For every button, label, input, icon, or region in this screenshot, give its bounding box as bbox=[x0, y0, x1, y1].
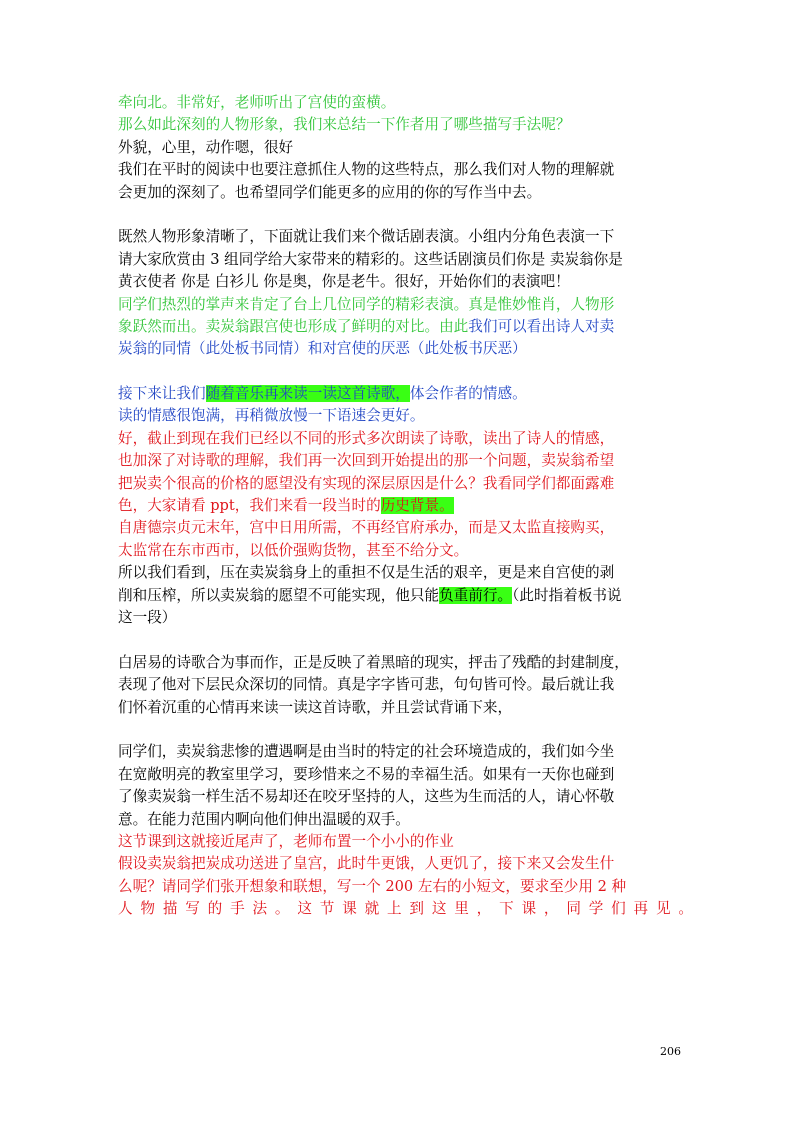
blank-line bbox=[118, 204, 693, 226]
text-segment: 好，截止到现在我们已经以不同的形式多次朗读了诗歌，读出了诗人的情感， bbox=[118, 429, 615, 447]
text-line bbox=[118, 316, 693, 338]
text-segment: 这一段） bbox=[118, 608, 177, 626]
text-segment: 接下来让我们 bbox=[118, 385, 206, 403]
text-line bbox=[118, 540, 693, 562]
text-line bbox=[118, 853, 693, 875]
document-body bbox=[118, 92, 693, 920]
text-line bbox=[118, 473, 693, 495]
text-line bbox=[118, 809, 693, 831]
text-segment: 我们可以看出诗人对卖 bbox=[468, 317, 615, 335]
text-segment: （此时指着板书说 bbox=[512, 586, 622, 604]
highlighted-text: 历史背景。 bbox=[380, 497, 454, 515]
text-line bbox=[118, 428, 693, 450]
text-segment: 假设卖炭翁把炭成功送进了皇宫，此时牛更饿，人更饥了，接下来又会发生什 bbox=[118, 855, 615, 873]
text-segment: 外貌，心里，动作嗯，很好 bbox=[118, 138, 294, 156]
text-line bbox=[118, 562, 693, 584]
text-line bbox=[118, 114, 693, 136]
text-line bbox=[118, 450, 693, 472]
text-line bbox=[118, 786, 693, 808]
blank-line bbox=[118, 719, 693, 741]
text-segment: 象跃然而出。卖炭翁跟宫使也形成了鲜明的对比。由此 bbox=[118, 317, 469, 335]
text-segment: 既然人物形象清晰了，下面就让我们来个微话剧表演。小组内分角色表演一下 bbox=[118, 228, 615, 246]
text-segment: 同学们热烈的掌声来肯定了台上几位同学的精彩表演。真是惟妙惟肖，人物形 bbox=[118, 295, 615, 313]
text-segment: 那么如此深刻的人物形象，我们来总结一下作者用了哪些描写手法呢？ bbox=[118, 116, 571, 134]
text-line bbox=[118, 226, 693, 248]
text-line bbox=[118, 876, 693, 898]
text-segment: 黄衣使者 你是 白衫儿 你是奥，你是老牛。很好，开始你们的表演吧！ bbox=[118, 273, 570, 291]
text-line bbox=[118, 182, 693, 204]
text-segment: 炭翁的同情（此处板书同情）和对宫使的厌恶（此处板书厌恶） bbox=[118, 340, 527, 358]
text-segment: 人物描写的手法。这节课就上到这里，下课，同学们再见。 bbox=[118, 900, 693, 918]
text-segment: 色，大家请看 ppt，我们来看一段当时的 bbox=[118, 497, 381, 515]
text-line bbox=[118, 674, 693, 696]
text-line bbox=[118, 271, 693, 293]
page-number: 206 bbox=[660, 1045, 681, 1058]
text-line bbox=[118, 495, 693, 517]
text-segment: 我们在平时的阅读中也要注意抓住人物的这些特点，那么我们对人物的理解就 bbox=[118, 161, 615, 179]
text-segment: 会更加的深刻了。也希望同学们能更多的应用的你的写作当中去。 bbox=[118, 183, 542, 201]
text-line bbox=[118, 898, 693, 920]
text-line bbox=[118, 764, 693, 786]
text-segment: 也加深了对诗歌的理解，我们再一次回到开始提出的那一个问题，卖炭翁希望 bbox=[118, 452, 615, 470]
text-segment: 表现了他对下层民众深切的同情。真是字字皆可悲，句句皆可怜。最后就让我 bbox=[118, 676, 615, 694]
highlighted-text: 负重前行。 bbox=[439, 586, 513, 604]
text-segment: 把炭卖个很高的价格的愿望没有实现的深层原因是什么？我看同学们都面露难 bbox=[118, 474, 615, 492]
blank-line bbox=[118, 361, 693, 383]
text-line bbox=[118, 137, 693, 159]
text-segment: 自唐德宗贞元末年，宫中日用所需，不再经官府承办，而是又太监直接购买， bbox=[118, 519, 615, 537]
text-line bbox=[118, 741, 693, 763]
text-line bbox=[118, 159, 693, 181]
text-line bbox=[118, 294, 693, 316]
highlighted-text: 随着音乐再来读一读这首诗歌， bbox=[205, 385, 410, 403]
text-segment: 了像卖炭翁一样生活不易却还在咬牙坚持的人，这些为生而活的人，请心怀敬 bbox=[118, 788, 615, 806]
text-segment: 在宽敞明亮的教室里学习，要珍惜来之不易的幸福生活。如果有一天你也碰到 bbox=[118, 765, 615, 783]
text-segment: 太监常在东市西市，以低价强购货物，甚至不给分文。 bbox=[118, 541, 469, 559]
text-segment: 请大家欣赏由 3 组同学给大家带来的精彩的。这些话剧演员们你是 卖炭翁你是 bbox=[118, 250, 623, 268]
text-segment: 意。在能力范围内啊向他们伸出温暖的双手。 bbox=[118, 810, 410, 828]
text-segment: 同学们，卖炭翁悲惨的遭遇啊是由当时的特定的社会环境造成的，我们如今坐 bbox=[118, 743, 615, 761]
text-segment: 削和压榨，所以卖炭翁的愿望不可能实现，他只能 bbox=[118, 586, 440, 604]
text-line bbox=[118, 607, 693, 629]
text-line bbox=[118, 405, 693, 427]
text-segment: 白居易的诗歌合为事而作，正是反映了着黑暗的现实，抨击了残酷的封建制度， bbox=[118, 653, 629, 671]
text-line bbox=[118, 697, 693, 719]
text-line bbox=[118, 585, 693, 607]
text-line bbox=[118, 517, 693, 539]
text-line bbox=[118, 383, 693, 405]
text-line bbox=[118, 92, 693, 114]
text-line bbox=[118, 831, 693, 853]
text-line bbox=[118, 652, 693, 674]
text-segment: 读的情感很饱满，再稍微放慢一下语速会更好。 bbox=[118, 407, 425, 425]
text-line bbox=[118, 249, 693, 271]
blank-line bbox=[118, 629, 693, 651]
text-segment: 这节课到这就接近尾声了，老师布置一个小小的作业 bbox=[118, 832, 454, 850]
text-segment: 体会作者的情感。 bbox=[409, 385, 527, 403]
text-segment: 么呢？请同学们张开想象和联想，写一个 200 左右的小短文，要求至少用 2 种 bbox=[118, 877, 627, 895]
text-line bbox=[118, 338, 693, 360]
text-segment: 所以我们看到，压在卖炭翁身上的重担不仅是生活的艰辛，更是来自宫使的剥 bbox=[118, 564, 615, 582]
text-segment: 牵向北。非常好，老师听出了宫使的蛮横。 bbox=[118, 94, 396, 111]
text-segment: 们怀着沉重的心情再来读一读这首诗歌，并且尝试背诵下来， bbox=[118, 698, 513, 716]
